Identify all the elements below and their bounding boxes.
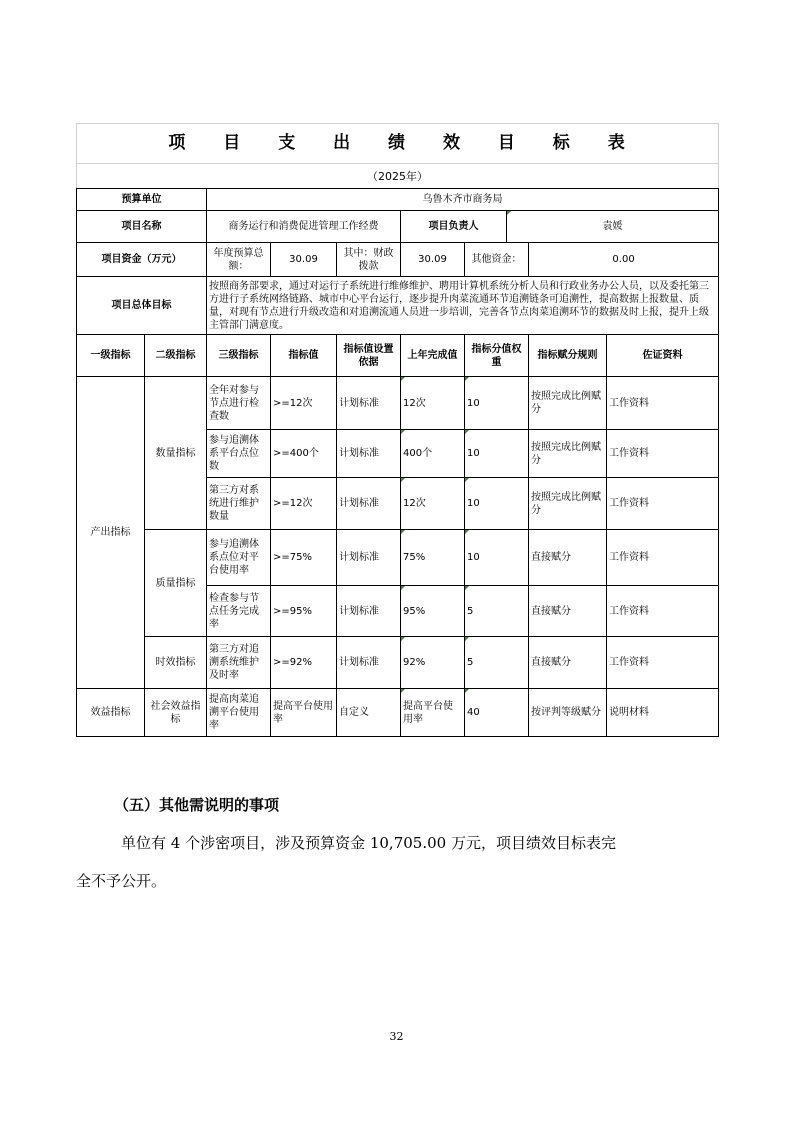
level1-output: 产出指标 [77,377,145,689]
evidence: 工作资料 [607,430,719,478]
weight: 40 [465,689,529,737]
level3-indicator: 参与追溯体系平台点位数 [207,430,271,478]
evidence: 工作资料 [607,478,719,530]
goal-label: 项目总体目标 [77,277,207,335]
evidence: 工作资料 [607,586,719,637]
header-weight: 指标分值权重 [465,335,529,377]
level3-indicator: 参与追溯体系点位对平台使用率 [207,530,271,586]
fiscal-value: 30.09 [401,243,465,277]
table-row [77,530,719,586]
funds-label: 项目资金（万元） [77,243,207,277]
indicator-basis: 计划标准 [337,377,401,430]
budget-unit-label: 预算单位 [77,189,207,211]
level3-indicator: 检查参与节点任务完成率 [207,586,271,637]
indicator-basis: 计划标准 [337,586,401,637]
evidence: 工作资料 [607,530,719,586]
section-paragraph-line2: 全不予公开。 [76,872,167,890]
indicator-basis: 计划标准 [337,530,401,586]
budget-unit-value: 乌鲁木齐市商务局 [207,189,719,211]
annual-budget-value: 30.09 [271,243,337,277]
weight: 5 [465,586,529,637]
prev-value: 提高平台使用率 [401,689,465,737]
indicator-value: >=95% [271,586,337,637]
other-funds-label: 其他资金： [465,243,529,277]
scoring-rule: 直接赋分 [529,530,607,586]
level1-benefit: 效益指标 [77,689,145,737]
prev-value: 400个 [401,430,465,478]
level3-indicator: 第三方对系统进行维护数量 [207,478,271,530]
evidence: 工作资料 [607,637,719,689]
indicator-basis: 计划标准 [337,430,401,478]
goal-text: 按照商务部要求，通过对运行子系统进行维修维护、聘用计算机系统分析人员和行政业务办公人员，以及委托第三方进行子系统网络链路、城市中心平台运行，逐步提升肉菜流通环节追溯链条可追溯性，提高数据上报数量、质量，对现有节点进行升级改造和对追溯流通人员进一步培训，完善各节点肉菜追溯环节的数据及时上报，提升上级主管部门满意度。 [207,277,719,335]
prev-value: 95% [401,586,465,637]
level2-social: 社会效益指标 [145,689,207,737]
weight: 10 [465,430,529,478]
scoring-rule: 按照完成比例赋分 [529,478,607,530]
page-number: 32 [389,1030,404,1043]
weight: 10 [465,478,529,530]
section-paragraph-line1: 单位有 4 个涉密项目，涉及预算资金 10,705.00 万元，项目绩效目标表完 [121,834,616,852]
header-evidence: 佐证资料 [607,335,719,377]
header-level1: 一级指标 [77,335,145,377]
scoring-rule: 按照完成比例赋分 [529,430,607,478]
header-level2: 二级指标 [145,335,207,377]
evidence: 工作资料 [607,377,719,430]
table-row [77,689,719,737]
indicator-value: >=12次 [271,377,337,430]
prev-value: 12次 [401,377,465,430]
indicator-value: 提高平台使用率 [271,689,337,737]
prev-value: 12次 [401,478,465,530]
level2-quality: 质量指标 [145,530,207,637]
header-scoring-rule: 指标赋分规则 [529,335,607,377]
weight: 10 [465,530,529,586]
level3-indicator: 全年对参与节点进行检查数 [207,377,271,430]
level3-indicator: 提高肉菜追溯平台使用率 [207,689,271,737]
prev-value: 75% [401,530,465,586]
table-title: 项 目 支 出 绩 效 目 标 表 [77,124,719,164]
level2-time: 时效指标 [145,637,207,689]
table-year: （2025年） [77,164,719,189]
scoring-rule: 直接赋分 [529,637,607,689]
table-row [77,377,719,430]
header-indicator-value: 指标值 [271,335,337,377]
indicator-basis: 计划标准 [337,637,401,689]
table-row [77,637,719,689]
header-prev-value: 上年完成值 [401,335,465,377]
other-funds-value: 0.00 [529,243,719,277]
indicator-value: >=12次 [271,478,337,530]
level2-quantity: 数量指标 [145,377,207,530]
project-name-label: 项目名称 [77,211,207,243]
project-leader-label: 项目负责人 [401,211,507,243]
indicator-basis: 自定义 [337,689,401,737]
weight: 10 [465,377,529,430]
evidence: 说明材料 [607,689,719,737]
scoring-rule: 按照完成比例赋分 [529,377,607,430]
indicator-value: >=400个 [271,430,337,478]
section-heading: （五）其他需说明的事项 [114,796,280,814]
scoring-rule: 直接赋分 [529,586,607,637]
performance-target-table [76,123,719,737]
annual-budget-label: 年度预算总额： [207,243,271,277]
weight: 5 [465,637,529,689]
prev-value: 92% [401,637,465,689]
performance-target-table-wrap [76,123,718,737]
scoring-rule: 按评判等级赋分 [529,689,607,737]
indicator-value: >=75% [271,530,337,586]
project-name-value: 商务运行和消费促进管理工作经费 [207,211,401,243]
header-level3: 三级指标 [207,335,271,377]
indicator-basis: 计划标准 [337,478,401,530]
project-leader-value: 袁媛 [507,211,719,243]
header-basis: 指标值设置依据 [337,335,401,377]
level3-indicator: 第三方对追溯系统维护及时率 [207,637,271,689]
indicator-value: >=92% [271,637,337,689]
fiscal-label: 其中：财政拨款 [337,243,401,277]
